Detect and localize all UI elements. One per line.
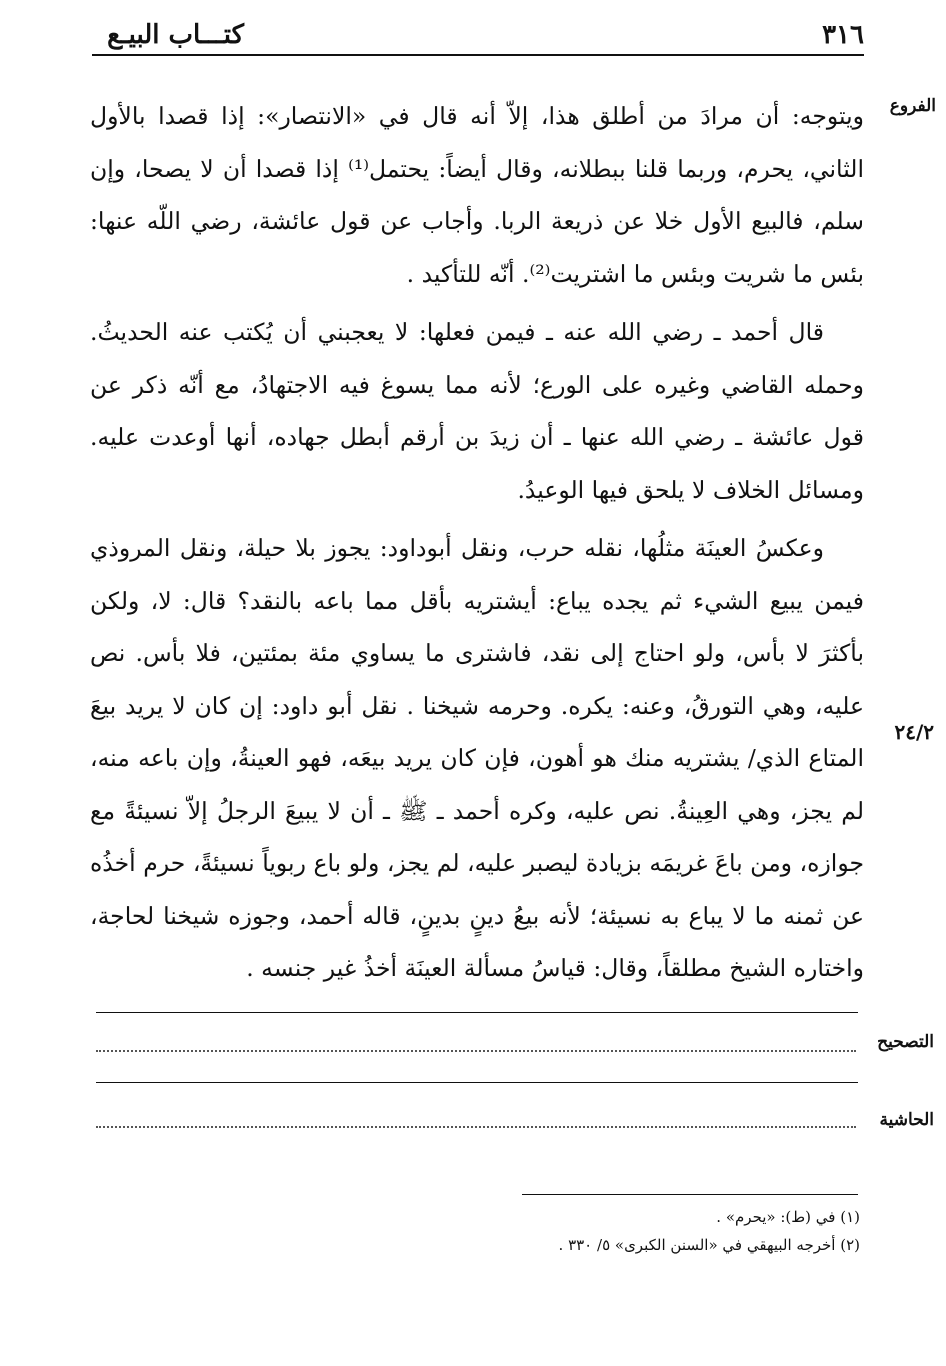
- margin-note-dotted-line: [96, 1126, 856, 1128]
- page-number: ٣١٦: [822, 20, 864, 50]
- footnote-2: (٢) أخرجه البيهقي في «السنن الكبرى» ٥/ ٣٣٠ .: [558, 1236, 860, 1254]
- form-separator-top: [96, 1012, 858, 1013]
- correction-label: التصحيح: [877, 1032, 934, 1052]
- main-text: [90, 90, 864, 995]
- running-title: كتـــاب البيـع: [107, 20, 244, 50]
- correction-dotted-line: [96, 1050, 856, 1052]
- footnote-separator: [522, 1194, 858, 1195]
- paragraph-2: قال أحمد ـ رضي الله عنه ـ فيمن فعلها: لا يعجبني أن يُكتب عنه الحديثُ. وحمله القاضي وغيره على الورع؛ لأنه مما يسوغ فيه الاجتهادُ، مع أنّه ذكر عن قول عائشة ـ رضي الله عنها ـ أن زيدَ بن أرقم أبطل جهاده، أنها أوعدت عليه. ومسائل الخلاف لا يلحق فيها الوعيدُ.: [90, 318, 864, 504]
- margin-section-label: الفروع: [889, 96, 936, 116]
- margin-volume-reference: ٢٤/٢: [894, 720, 934, 744]
- margin-note-label: الحاشية: [879, 1110, 934, 1130]
- footnote-1: (١) في (ط): «يحرم» .: [716, 1208, 860, 1226]
- paragraph-3: وعكسُ العينَة مثلُها، نقله حرب، ونقل أبوداود: يجوز بلا حيلة، ونقل المروذي فيمن يبيع الشيء ثم يجده يباع: أيشتريه بأقل مما باعه بالنقد؟ قال: لا، ولكن بأكثرَ لا بأس، ولو احتاج إلى نقد، فاشترى ما يساوي مئة بمئتين، فلا بأس. نص عليه، وهي التورقُ، وعنه: يكره. وحرمه شيخنا . نقل أبو داود: إن كان لا يريد بيعَ المتاع الذي/ يشتريه منك هو أهون، فإن كان يريد بيعَه، فهو العينةُ، وإن باعه منه، لم يجز، وهي العِينةُ. نص عليه، وكره أحمد ـ ﷺ ـ أن لا يبيعَ الرجلُ إلاّ نسيئةً مع جوازه، ومن باعَ غريمَه بزيادة ليصبر عليه، لم يجز، ولو باع ربوياً نسيئةً، حرم أخذُه عن ثمنه ما لا يباع به نسيئة؛ لأنه بيعُ دينٍ بدينٍ، قاله أحمد، وجوزه شيخنا لحاجة، واختاره الشيخ مطلقاً، وقال: قياسُ مسألة العينَة أخذُ غير جنسه .: [90, 534, 864, 982]
- paragraph-1: ويتوجه: أن مرادَ من أطلق هذا، إلاّ أنه قال في «الانتصار»: إذا قصدا بالأول الثاني، يحرم، وربما قلنا ببطلانه، وقال أيضاً: يحتمل⁽¹⁾ إذا قصدا أن لا يصحا، وإن سلم، فالبيع الأول خلا عن ذريعة الربا. وأجاب عن قول عائشة، رضي اللّه عنها: بئس ما شريت وبئس ما اشتريت⁽²⁾. أنّه للتأكيد .: [90, 102, 864, 288]
- page-header: [92, 18, 864, 56]
- form-separator-middle: [96, 1082, 858, 1083]
